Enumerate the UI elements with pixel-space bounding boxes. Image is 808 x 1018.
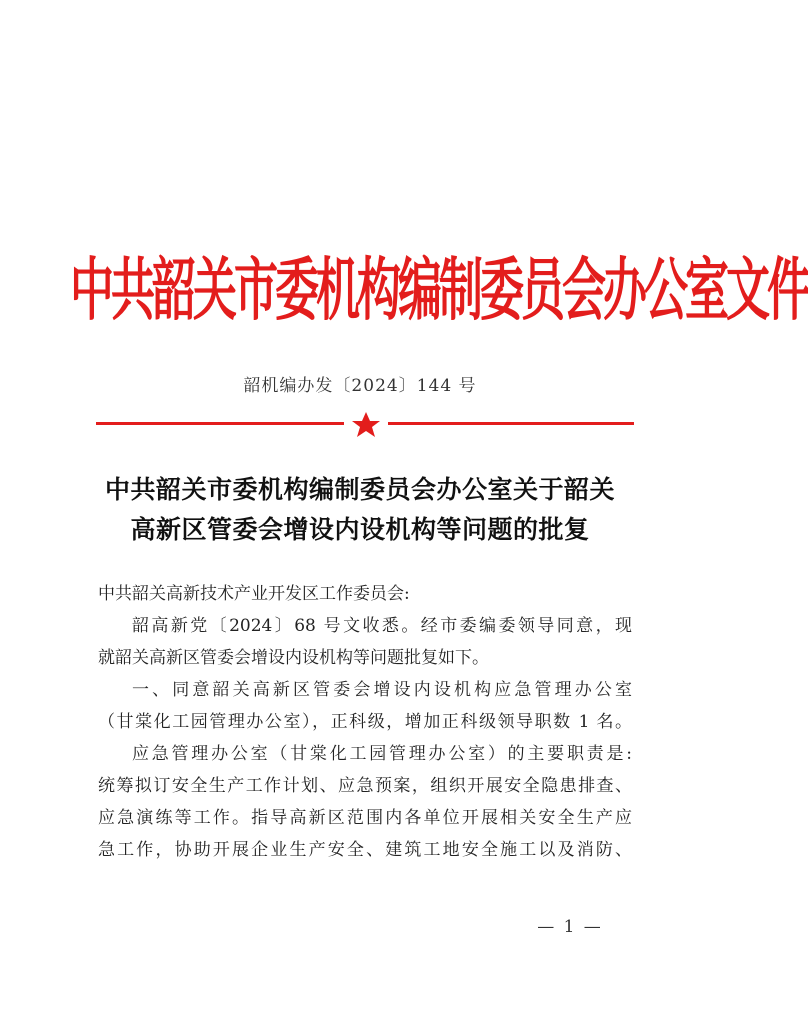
- document-body: [98, 578, 632, 866]
- red-star-icon: [349, 412, 383, 438]
- body-line: 应急演练等工作。指导高新区范围内各单位开展相关安全生产应: [98, 808, 632, 828]
- divider-line-right: [388, 422, 634, 425]
- addressee: 中共韶关高新技术产业开发区工作委员会:: [98, 584, 410, 604]
- body-line: （甘棠化工园管理办公室），正科级，增加正科级领导职数 1 名。: [98, 712, 632, 732]
- document-title: [80, 470, 640, 550]
- divider-line-left: [96, 422, 344, 425]
- body-line: 统筹拟订安全生产工作计划、应急预案，组织开展安全隐患排查、: [98, 776, 632, 796]
- body-line: 韶高新党〔2024〕68 号文收悉。经市委编委领导同意，现: [132, 616, 632, 636]
- body-line: 一、同意韶关高新区管委会增设内设机构应急管理办公室: [132, 680, 632, 700]
- document-title-line: 高新区管委会增设内设机构等问题的批复: [130, 515, 590, 544]
- body-line: 急工作，协助开展企业生产安全、建筑工地安全施工以及消防、: [98, 840, 632, 860]
- page-number: — 1 —: [537, 917, 603, 937]
- issuer-header-title: 中共韶关市委机构编制委员会办公室文件: [70, 251, 808, 331]
- body-line: 就韶关高新区管委会增设内设机构等问题批复如下。: [98, 648, 489, 668]
- body-line: 应急管理办公室（甘棠化工园管理办公室）的主要职责是:: [132, 744, 632, 764]
- document-number: 韶机编办发〔2024〕144 号: [243, 376, 477, 396]
- header-divider: [96, 412, 634, 436]
- document-title-line: 中共韶关市委机构编制委员会办公室关于韶关: [104, 475, 615, 504]
